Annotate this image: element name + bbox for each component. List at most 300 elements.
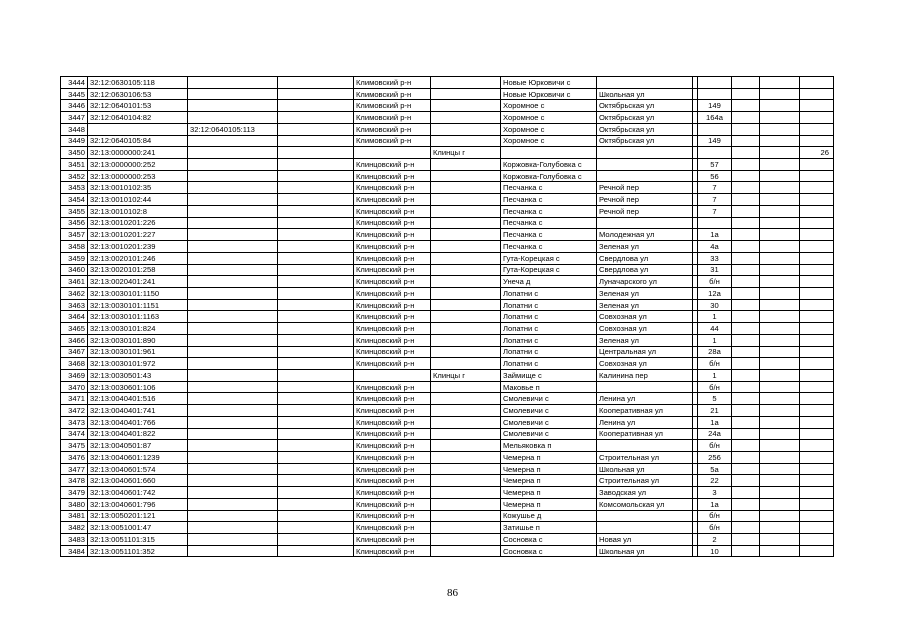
cell-city [431, 77, 501, 89]
cell-city [431, 440, 501, 452]
cell-street: Комсомольская ул [597, 498, 693, 510]
cell-house-number: 56 [698, 170, 732, 182]
cell-settlement: Песчанка с [501, 229, 597, 241]
cell-city [431, 159, 501, 171]
cell-street: Зеленая ул [597, 299, 693, 311]
table-row [61, 194, 834, 206]
cell-column-12 [760, 323, 800, 335]
cell-column-12 [760, 452, 800, 464]
cell-row-number: 3448 [61, 123, 88, 135]
cell-district: Клинцовский р-н [354, 241, 431, 253]
cell-city [431, 522, 501, 534]
cell-district: Клинцовский р-н [354, 287, 431, 299]
cell-city [431, 311, 501, 323]
cell-street: Центральная ул [597, 346, 693, 358]
cell-column-4 [278, 393, 354, 405]
cell-column-11 [732, 358, 760, 370]
cell-district: Климовский р-н [354, 135, 431, 147]
cell-column-13 [800, 182, 834, 194]
cell-city [431, 205, 501, 217]
cell-street [597, 522, 693, 534]
cell-column-4 [278, 428, 354, 440]
cell-column-4 [278, 100, 354, 112]
cell-settlement: Чемерна п [501, 498, 597, 510]
cell-house-number: 7 [698, 194, 732, 206]
cell-column-4 [278, 334, 354, 346]
table-row [61, 287, 834, 299]
cell-street: Свердлова ул [597, 252, 693, 264]
cell-column-11 [732, 323, 760, 335]
registry-table [60, 76, 834, 557]
table-row [61, 276, 834, 288]
cell-settlement: Сосновка с [501, 545, 597, 557]
cell-cadastral-number-alt [188, 428, 278, 440]
cell-cadastral-number: 32:13:0040601:574 [88, 463, 188, 475]
cell-column-4 [278, 545, 354, 557]
table-row [61, 123, 834, 135]
cell-street [597, 170, 693, 182]
cell-district: Клинцовский р-н [354, 346, 431, 358]
cell-column-12 [760, 77, 800, 89]
cell-street: Октябрьская ул [597, 112, 693, 124]
cell-row-number: 3476 [61, 452, 88, 464]
cell-cadastral-number: 32:13:0030101:890 [88, 334, 188, 346]
cell-column-11 [732, 416, 760, 428]
cell-city [431, 229, 501, 241]
cell-column-11 [732, 381, 760, 393]
cell-column-11 [732, 369, 760, 381]
cell-cadastral-number-alt [188, 334, 278, 346]
cell-column-13 [800, 346, 834, 358]
cell-column-11 [732, 287, 760, 299]
cell-column-4 [278, 463, 354, 475]
cell-column-11 [732, 194, 760, 206]
cell-house-number [698, 88, 732, 100]
cell-district: Клинцовский р-н [354, 393, 431, 405]
table-row [61, 498, 834, 510]
cell-cadastral-number: 32:12:0640101:53 [88, 100, 188, 112]
cell-cadastral-number: 32:13:0020101:246 [88, 252, 188, 264]
table-row [61, 522, 834, 534]
cell-city [431, 534, 501, 546]
cell-settlement: Песчанка с [501, 241, 597, 253]
cell-house-number [698, 217, 732, 229]
cell-row-number: 3478 [61, 475, 88, 487]
cell-row-number: 3465 [61, 323, 88, 335]
cell-house-number [698, 77, 732, 89]
cell-column-4 [278, 229, 354, 241]
cell-city: Клинцы г [431, 147, 501, 159]
cell-district: Климовский р-н [354, 77, 431, 89]
cell-cadastral-number-alt [188, 182, 278, 194]
table-row [61, 311, 834, 323]
cell-column-13 [800, 229, 834, 241]
cell-street: Совхозная ул [597, 323, 693, 335]
cell-cadastral-number: 32:13:0051001:47 [88, 522, 188, 534]
cell-cadastral-number-alt [188, 369, 278, 381]
cell-cadastral-number-alt [188, 487, 278, 499]
cell-settlement: Новые Юрковичи с [501, 77, 597, 89]
cell-house-number: 256 [698, 452, 732, 464]
cell-cadastral-number: 32:13:0010102:35 [88, 182, 188, 194]
cell-settlement: Лопатни с [501, 334, 597, 346]
cell-street: Школьная ул [597, 463, 693, 475]
cell-house-number: 5а [698, 463, 732, 475]
cell-cadastral-number: 32:13:0040501:87 [88, 440, 188, 452]
cell-column-13 [800, 428, 834, 440]
cell-city [431, 123, 501, 135]
cell-city [431, 252, 501, 264]
cell-cadastral-number-alt [188, 393, 278, 405]
cell-street: Заводская ул [597, 487, 693, 499]
cell-house-number: б/н [698, 440, 732, 452]
cell-house-number: 4а [698, 241, 732, 253]
cell-column-4 [278, 77, 354, 89]
table-row [61, 545, 834, 557]
table-row [61, 428, 834, 440]
cell-city [431, 405, 501, 417]
cell-column-12 [760, 182, 800, 194]
cell-settlement: Песчанка с [501, 205, 597, 217]
cell-cadastral-number: 32:12:0630106:53 [88, 88, 188, 100]
cell-row-number: 3473 [61, 416, 88, 428]
cell-city [431, 475, 501, 487]
cell-column-11 [732, 346, 760, 358]
cell-cadastral-number: 32:13:0040401:766 [88, 416, 188, 428]
table-row [61, 147, 834, 159]
cell-street: Октябрьская ул [597, 100, 693, 112]
table-row [61, 452, 834, 464]
cell-column-11 [732, 217, 760, 229]
cell-cadastral-number: 32:12:0640104:82 [88, 112, 188, 124]
cell-row-number: 3472 [61, 405, 88, 417]
cell-column-11 [732, 452, 760, 464]
cell-street: Луначарского ул [597, 276, 693, 288]
cell-cadastral-number: 32:13:0000000:241 [88, 147, 188, 159]
cell-cadastral-number: 32:12:0630105:118 [88, 77, 188, 89]
cell-street: Школьная ул [597, 88, 693, 100]
cell-cadastral-number [88, 123, 188, 135]
cell-row-number: 3457 [61, 229, 88, 241]
cell-column-12 [760, 100, 800, 112]
cell-cadastral-number-alt [188, 135, 278, 147]
cell-column-11 [732, 229, 760, 241]
cell-district: Клинцовский р-н [354, 510, 431, 522]
cell-cadastral-number-alt [188, 416, 278, 428]
cell-column-4 [278, 440, 354, 452]
cell-house-number: 57 [698, 159, 732, 171]
cell-column-13 [800, 440, 834, 452]
cell-cadastral-number: 32:13:0040401:516 [88, 393, 188, 405]
cell-row-number: 3451 [61, 159, 88, 171]
cell-column-4 [278, 88, 354, 100]
cell-house-number: 164а [698, 112, 732, 124]
cell-city [431, 276, 501, 288]
cell-house-number: 33 [698, 252, 732, 264]
cell-column-12 [760, 487, 800, 499]
table-row [61, 416, 834, 428]
cell-district: Клинцовский р-н [354, 428, 431, 440]
cell-settlement: Гута-Корецкая с [501, 264, 597, 276]
cell-cadastral-number: 32:13:0010201:227 [88, 229, 188, 241]
cell-column-13 [800, 112, 834, 124]
cell-street: Ленина ул [597, 416, 693, 428]
cell-settlement: Затишье п [501, 522, 597, 534]
cell-row-number: 3452 [61, 170, 88, 182]
cell-cadastral-number-alt [188, 358, 278, 370]
cell-column-12 [760, 287, 800, 299]
cell-cadastral-number-alt [188, 323, 278, 335]
cell-cadastral-number: 32:13:0051101:315 [88, 534, 188, 546]
cell-cadastral-number: 32:13:0010201:239 [88, 241, 188, 253]
cell-district: Клинцовский р-н [354, 545, 431, 557]
cell-column-12 [760, 510, 800, 522]
cell-column-11 [732, 241, 760, 253]
cell-column-13 [800, 88, 834, 100]
cell-cadastral-number: 32:13:0030101:824 [88, 323, 188, 335]
table-row [61, 358, 834, 370]
cell-column-13 [800, 241, 834, 253]
cell-cadastral-number: 32:12:0640105:84 [88, 135, 188, 147]
cell-column-4 [278, 194, 354, 206]
cell-cadastral-number-alt: 32:12:0640105:113 [188, 123, 278, 135]
cell-row-number: 3475 [61, 440, 88, 452]
cell-city [431, 346, 501, 358]
cell-cadastral-number-alt [188, 88, 278, 100]
cell-column-11 [732, 334, 760, 346]
cell-column-4 [278, 475, 354, 487]
cell-row-number: 3455 [61, 205, 88, 217]
cell-column-11 [732, 159, 760, 171]
cell-district: Клинцовский р-н [354, 194, 431, 206]
table-row [61, 182, 834, 194]
table-row [61, 264, 834, 276]
cell-house-number [698, 123, 732, 135]
cell-cadastral-number: 32:13:0040401:741 [88, 405, 188, 417]
cell-column-4 [278, 369, 354, 381]
table-row [61, 487, 834, 499]
cell-column-12 [760, 475, 800, 487]
cell-column-4 [278, 522, 354, 534]
cell-column-12 [760, 346, 800, 358]
cell-column-12 [760, 311, 800, 323]
cell-city [431, 217, 501, 229]
cell-column-12 [760, 276, 800, 288]
cell-street [597, 77, 693, 89]
cell-column-13 [800, 416, 834, 428]
cell-house-number: б/н [698, 381, 732, 393]
cell-cadastral-number: 32:13:0030101:961 [88, 346, 188, 358]
table-row [61, 159, 834, 171]
cell-cadastral-number-alt [188, 545, 278, 557]
cell-street [597, 217, 693, 229]
cell-column-13 [800, 510, 834, 522]
table-row [61, 241, 834, 253]
cell-column-4 [278, 416, 354, 428]
cell-row-number: 3461 [61, 276, 88, 288]
cell-cadastral-number: 32:13:0030101:972 [88, 358, 188, 370]
cell-cadastral-number: 32:13:0030101:1163 [88, 311, 188, 323]
cell-district: Клинцовский р-н [354, 405, 431, 417]
cell-settlement: Смолевичи с [501, 428, 597, 440]
cell-settlement: Чемерна п [501, 487, 597, 499]
cell-column-11 [732, 463, 760, 475]
cell-street: Зеленая ул [597, 241, 693, 253]
cell-house-number: 2 [698, 534, 732, 546]
table-row [61, 135, 834, 147]
cell-city [431, 428, 501, 440]
table-row [61, 346, 834, 358]
cell-district: Клинцовский р-н [354, 463, 431, 475]
cell-column-13 [800, 123, 834, 135]
table-row [61, 229, 834, 241]
cell-house-number: 3 [698, 487, 732, 499]
cell-city [431, 545, 501, 557]
cell-column-11 [732, 428, 760, 440]
cell-house-number: 149 [698, 100, 732, 112]
cell-column-4 [278, 217, 354, 229]
cell-house-number: 7 [698, 205, 732, 217]
cell-settlement: Маковье п [501, 381, 597, 393]
cell-column-4 [278, 170, 354, 182]
cell-cadastral-number-alt [188, 440, 278, 452]
cell-column-13 [800, 323, 834, 335]
cell-city [431, 358, 501, 370]
cell-row-number: 3446 [61, 100, 88, 112]
cell-column-13 [800, 217, 834, 229]
cell-cadastral-number: 32:13:0040601:1239 [88, 452, 188, 464]
cell-city [431, 487, 501, 499]
cell-column-13 [800, 299, 834, 311]
cell-column-13 [800, 194, 834, 206]
cell-settlement: Лопатни с [501, 346, 597, 358]
table-row [61, 252, 834, 264]
cell-street: Зеленая ул [597, 287, 693, 299]
cell-column-13 [800, 452, 834, 464]
cell-column-4 [278, 135, 354, 147]
cell-column-4 [278, 276, 354, 288]
cell-column-4 [278, 182, 354, 194]
cell-cadastral-number-alt [188, 299, 278, 311]
cell-column-13 [800, 358, 834, 370]
cell-district: Климовский р-н [354, 88, 431, 100]
cell-district: Клинцовский р-н [354, 334, 431, 346]
cell-row-number: 3459 [61, 252, 88, 264]
cell-column-12 [760, 405, 800, 417]
cell-settlement: Чемерна п [501, 475, 597, 487]
cell-house-number: 44 [698, 323, 732, 335]
cell-column-13 [800, 135, 834, 147]
cell-cadastral-number-alt [188, 205, 278, 217]
cell-column-12 [760, 393, 800, 405]
cell-settlement [501, 147, 597, 159]
cell-settlement: Лопатни с [501, 323, 597, 335]
cell-column-4 [278, 452, 354, 464]
table-row [61, 205, 834, 217]
cell-house-number: 7 [698, 182, 732, 194]
cell-district: Клинцовский р-н [354, 252, 431, 264]
cell-column-11 [732, 393, 760, 405]
cell-city [431, 334, 501, 346]
cell-cadastral-number: 32:13:0040601:742 [88, 487, 188, 499]
cell-row-number: 3471 [61, 393, 88, 405]
cell-street: Речной пер [597, 205, 693, 217]
cell-column-12 [760, 369, 800, 381]
table-row [61, 405, 834, 417]
cell-column-13 [800, 534, 834, 546]
cell-settlement: Кожушье д [501, 510, 597, 522]
cell-column-13 [800, 522, 834, 534]
cell-column-4 [278, 346, 354, 358]
cell-column-11 [732, 475, 760, 487]
cell-column-12 [760, 88, 800, 100]
cell-cadastral-number-alt [188, 522, 278, 534]
cell-city [431, 241, 501, 253]
cell-cadastral-number-alt [188, 264, 278, 276]
cell-city [431, 323, 501, 335]
cell-street [597, 147, 693, 159]
cell-district: Клинцовский р-н [354, 276, 431, 288]
cell-column-13 [800, 498, 834, 510]
cell-cadastral-number-alt [188, 241, 278, 253]
cell-city [431, 416, 501, 428]
cell-column-4 [278, 311, 354, 323]
cell-street: Строительная ул [597, 452, 693, 464]
cell-column-13 [800, 205, 834, 217]
cell-column-12 [760, 229, 800, 241]
cell-settlement: Займище с [501, 369, 597, 381]
cell-cadastral-number-alt [188, 100, 278, 112]
cell-district: Клинцовский р-н [354, 452, 431, 464]
cell-column-12 [760, 112, 800, 124]
cell-column-11 [732, 135, 760, 147]
cell-city [431, 170, 501, 182]
cell-cadastral-number-alt [188, 346, 278, 358]
cell-cadastral-number: 32:13:0020401:241 [88, 276, 188, 288]
cell-cadastral-number-alt [188, 194, 278, 206]
cell-street [597, 159, 693, 171]
table-row [61, 299, 834, 311]
table-row [61, 112, 834, 124]
cell-column-11 [732, 205, 760, 217]
cell-street: Школьная ул [597, 545, 693, 557]
cell-district: Клинцовский р-н [354, 299, 431, 311]
cell-column-13 [800, 487, 834, 499]
cell-column-12 [760, 170, 800, 182]
cell-house-number: 1 [698, 334, 732, 346]
cell-column-11 [732, 510, 760, 522]
cell-cadastral-number-alt [188, 381, 278, 393]
cell-house-number: 12а [698, 287, 732, 299]
cell-column-4 [278, 123, 354, 135]
cell-city [431, 112, 501, 124]
cell-district: Клинцовский р-н [354, 381, 431, 393]
cell-street: Калинина пер [597, 369, 693, 381]
cell-street [597, 440, 693, 452]
cell-house-number: 24а [698, 428, 732, 440]
cell-row-number: 3481 [61, 510, 88, 522]
cell-settlement: Мельяковка п [501, 440, 597, 452]
cell-cadastral-number: 32:13:0030101:1150 [88, 287, 188, 299]
cell-city: Клинцы г [431, 369, 501, 381]
cell-column-11 [732, 147, 760, 159]
cell-house-number: 28а [698, 346, 732, 358]
cell-column-4 [278, 487, 354, 499]
cell-district [354, 369, 431, 381]
cell-column-11 [732, 112, 760, 124]
cell-row-number: 3480 [61, 498, 88, 510]
cell-column-13: 26 [800, 147, 834, 159]
